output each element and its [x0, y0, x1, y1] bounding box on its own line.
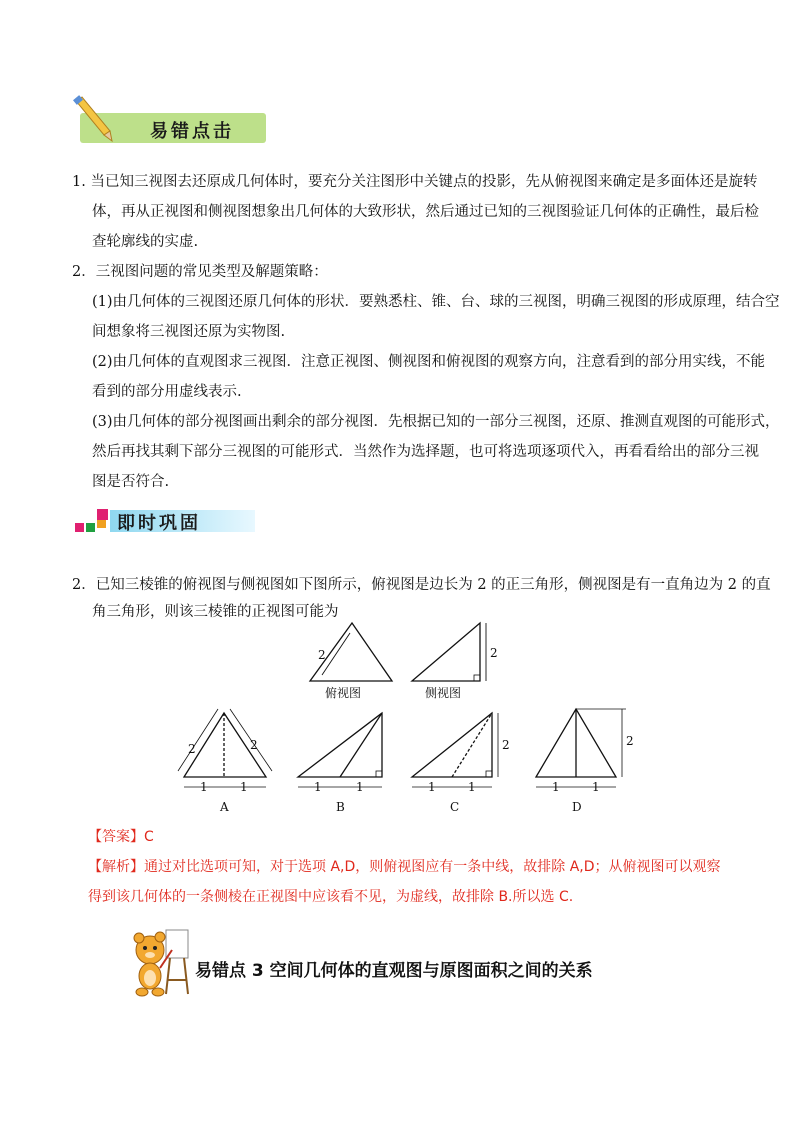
option-a-dim: 2	[188, 742, 196, 756]
tip-2-item-3-line-3: 图是否符合.	[92, 474, 170, 490]
analysis-line-1: 【解析】通过对比选项可知，对于选项 A,D，则俯视图应有一条中线，故排除 A,D；从俯视图可以观察	[88, 859, 721, 875]
answer: 【答案】C	[88, 829, 154, 845]
tip-2-item-2-line-1: (2)由几何体的直观图求三视图．注意正视图、侧视图和俯视图的观察方向，注意看到的部分用实线，不能	[92, 354, 766, 370]
banner-title: 易错点击	[150, 121, 234, 142]
option-b-label: B	[336, 800, 345, 814]
option-a-label: A	[220, 800, 229, 814]
pencil-icon	[68, 95, 118, 145]
option-c-dim: 1	[468, 780, 476, 794]
section-banner-practice	[75, 507, 255, 535]
option-c-drawing	[412, 713, 498, 787]
option-c-label: C	[450, 800, 460, 814]
option-d-label: D	[572, 800, 582, 814]
side-view-dim: 2	[490, 646, 498, 660]
option-c-dim: 1	[428, 780, 436, 794]
option-d-dim: 1	[552, 780, 560, 794]
option-d-drawing	[536, 709, 626, 787]
section-banner-error-points	[80, 113, 266, 143]
banner-title: 即时巩固	[117, 513, 201, 534]
question-line-1: 2．已知三棱锥的俯视图与侧视图如下图所示，俯视图是边长为 2 的正三角形，侧视图是有一直角边为 2 的直	[72, 577, 771, 593]
tip-2-item-2-line-2: 看到的部分用虚线表示.	[92, 384, 242, 400]
analysis-line-2: 得到该几何体的一条侧棱在正视图中应该看不见，为虚线，故排除 B.所以选 C.	[88, 889, 574, 905]
section-heading-3: 易错点 3 空间几何体的直观图与原图面积之间的关系	[195, 961, 593, 981]
option-a-dim: 2	[250, 738, 258, 752]
option-d-dim: 2	[626, 734, 634, 748]
tip-2-item-3-line-1: (3)由几何体的部分视图画出剩余的部分视图．先根据已知的一部分三视图，还原、推测直观图的可能形式，	[92, 414, 780, 430]
option-d-dim: 1	[592, 780, 600, 794]
tip-2-item-1-line-1: (1)由几何体的三视图还原几何体的形状．要熟悉柱、锥、台、球的三视图，明确三视图的形成原理，结合空	[92, 294, 780, 310]
side-view-triangle	[412, 623, 486, 681]
tip-1-line-1: 1. 当已知三视图去还原成几何体时，要充分关注图形中关键点的投影，先从俯视图来确定是多面体还是旋转	[72, 174, 758, 190]
option-b-dim: 1	[356, 780, 364, 794]
tip-1-line-2: 体，再从正视图和侧视图想象出几何体的大致形状，然后通过已知的三视图验证几何体的正确性，最后检	[92, 204, 759, 220]
question-line-2: 角三角形，则该三棱锥的正视图可能为	[92, 604, 339, 620]
side-view-label: 侧视图	[425, 686, 462, 700]
option-b-dim: 1	[314, 780, 322, 794]
tip-2-item-3-line-2: 然后再找其剩下部分三视图的可能形式．当然作为选择题，也可将选项逐项代入，再看看给出的部分三视	[92, 444, 759, 460]
decor-square	[97, 519, 106, 528]
bear-painter-icon	[128, 924, 194, 998]
top-view-dim: 2	[318, 648, 326, 662]
three-view-figure	[170, 615, 650, 815]
option-a-dim: 1	[200, 780, 208, 794]
tip-2-item-1-line-2: 间想象将三视图还原为实物图.	[92, 324, 286, 340]
tip-1-line-3: 查轮廓线的实虚.	[92, 234, 199, 250]
decor-square	[86, 523, 95, 532]
option-a-dim: 1	[240, 780, 248, 794]
decor-square	[75, 523, 84, 532]
option-c-dim: 2	[502, 738, 510, 752]
tip-2-title: 2．三视图问题的常见类型及解题策略：	[72, 264, 328, 280]
decor-square	[97, 509, 108, 520]
option-b-drawing	[298, 713, 382, 787]
top-view-label: 俯视图	[325, 686, 362, 700]
